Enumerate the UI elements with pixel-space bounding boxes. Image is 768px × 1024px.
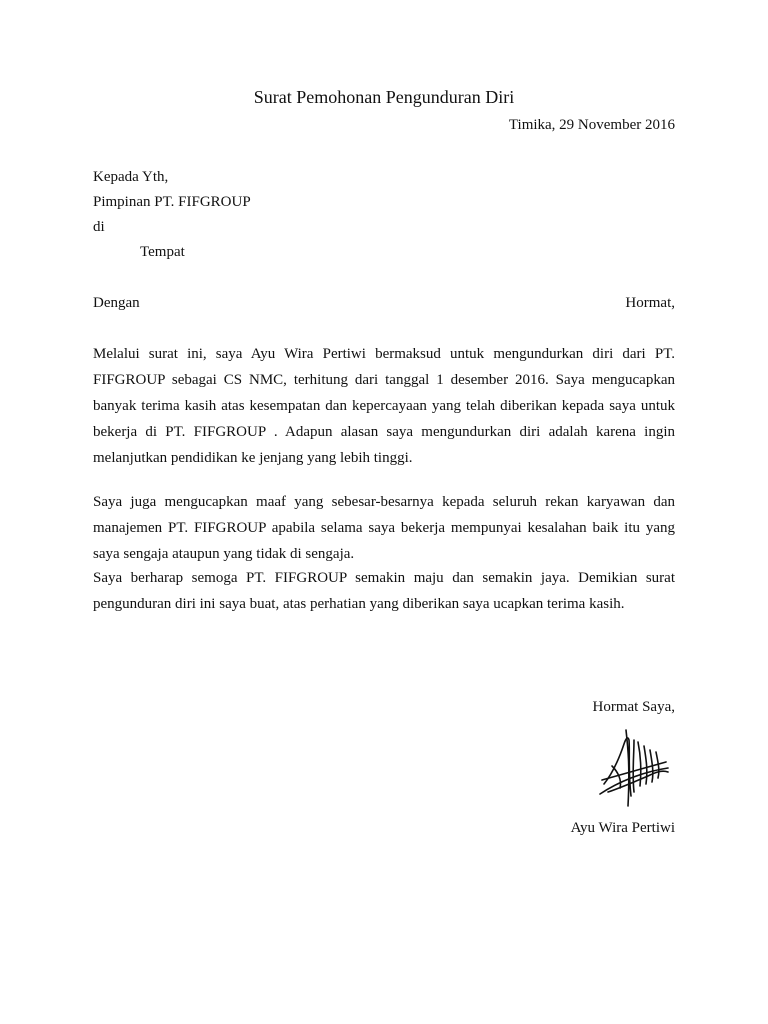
recipient-line-4: Tempat (140, 244, 185, 260)
recipient-line-3: di (93, 219, 105, 235)
place-date: Timika, 29 November 2016 (508, 117, 675, 133)
greeting-right: Hormat, (625, 295, 675, 311)
recipient-line-1: Kepada Yth, (93, 169, 169, 185)
recipient-line-2: Pimpinan PT. FIFGROUP (93, 194, 251, 210)
greeting (93, 293, 675, 313)
signature-image (598, 722, 670, 810)
signer-name: Ayu Wira Pertiwi (570, 820, 675, 836)
closing: Hormat Saya, (592, 699, 675, 715)
body-paragraph-2: Saya juga mengucapkan maaf yang sebesar-besarnya kepada seluruh rekan karyawan dan manajemen PT. FIFGROUP apabila selama saya bekerja mempunyai kesalahan baik itu yang saya sengaja ataupun yang tidak di sengaja. (93, 494, 675, 562)
body-paragraph-3: Saya berharap semoga PT. FIFGROUP semakin maju dan semakin jaya. Demikian surat pengunduran diri ini saya buat, atas perhatian yang diberikan saya ucapkan terima kasih. (93, 570, 675, 612)
greeting-left: Dengan (93, 295, 140, 311)
letter-title: Surat Pemohonan Pengunduran Diri (253, 87, 515, 107)
body-paragraph-1: Melalui surat ini, saya Ayu Wira Pertiwi bermaksud untuk mengundurkan diri dari PT. FIFGROUP sebagai CS NMC, terhitung dari tanggal 1 desember 2016. Saya mengucapkan banyak terima kasih atas kesempatan dan kepercayaan yang telah diberikan kepada saya untuk bekerja di PT. FIFGROUP . Adapun alasan saya mengundurkan diri adalah karena ingin melanjutkan pendidikan ke jenjang yang lebih tinggi. (93, 346, 675, 466)
